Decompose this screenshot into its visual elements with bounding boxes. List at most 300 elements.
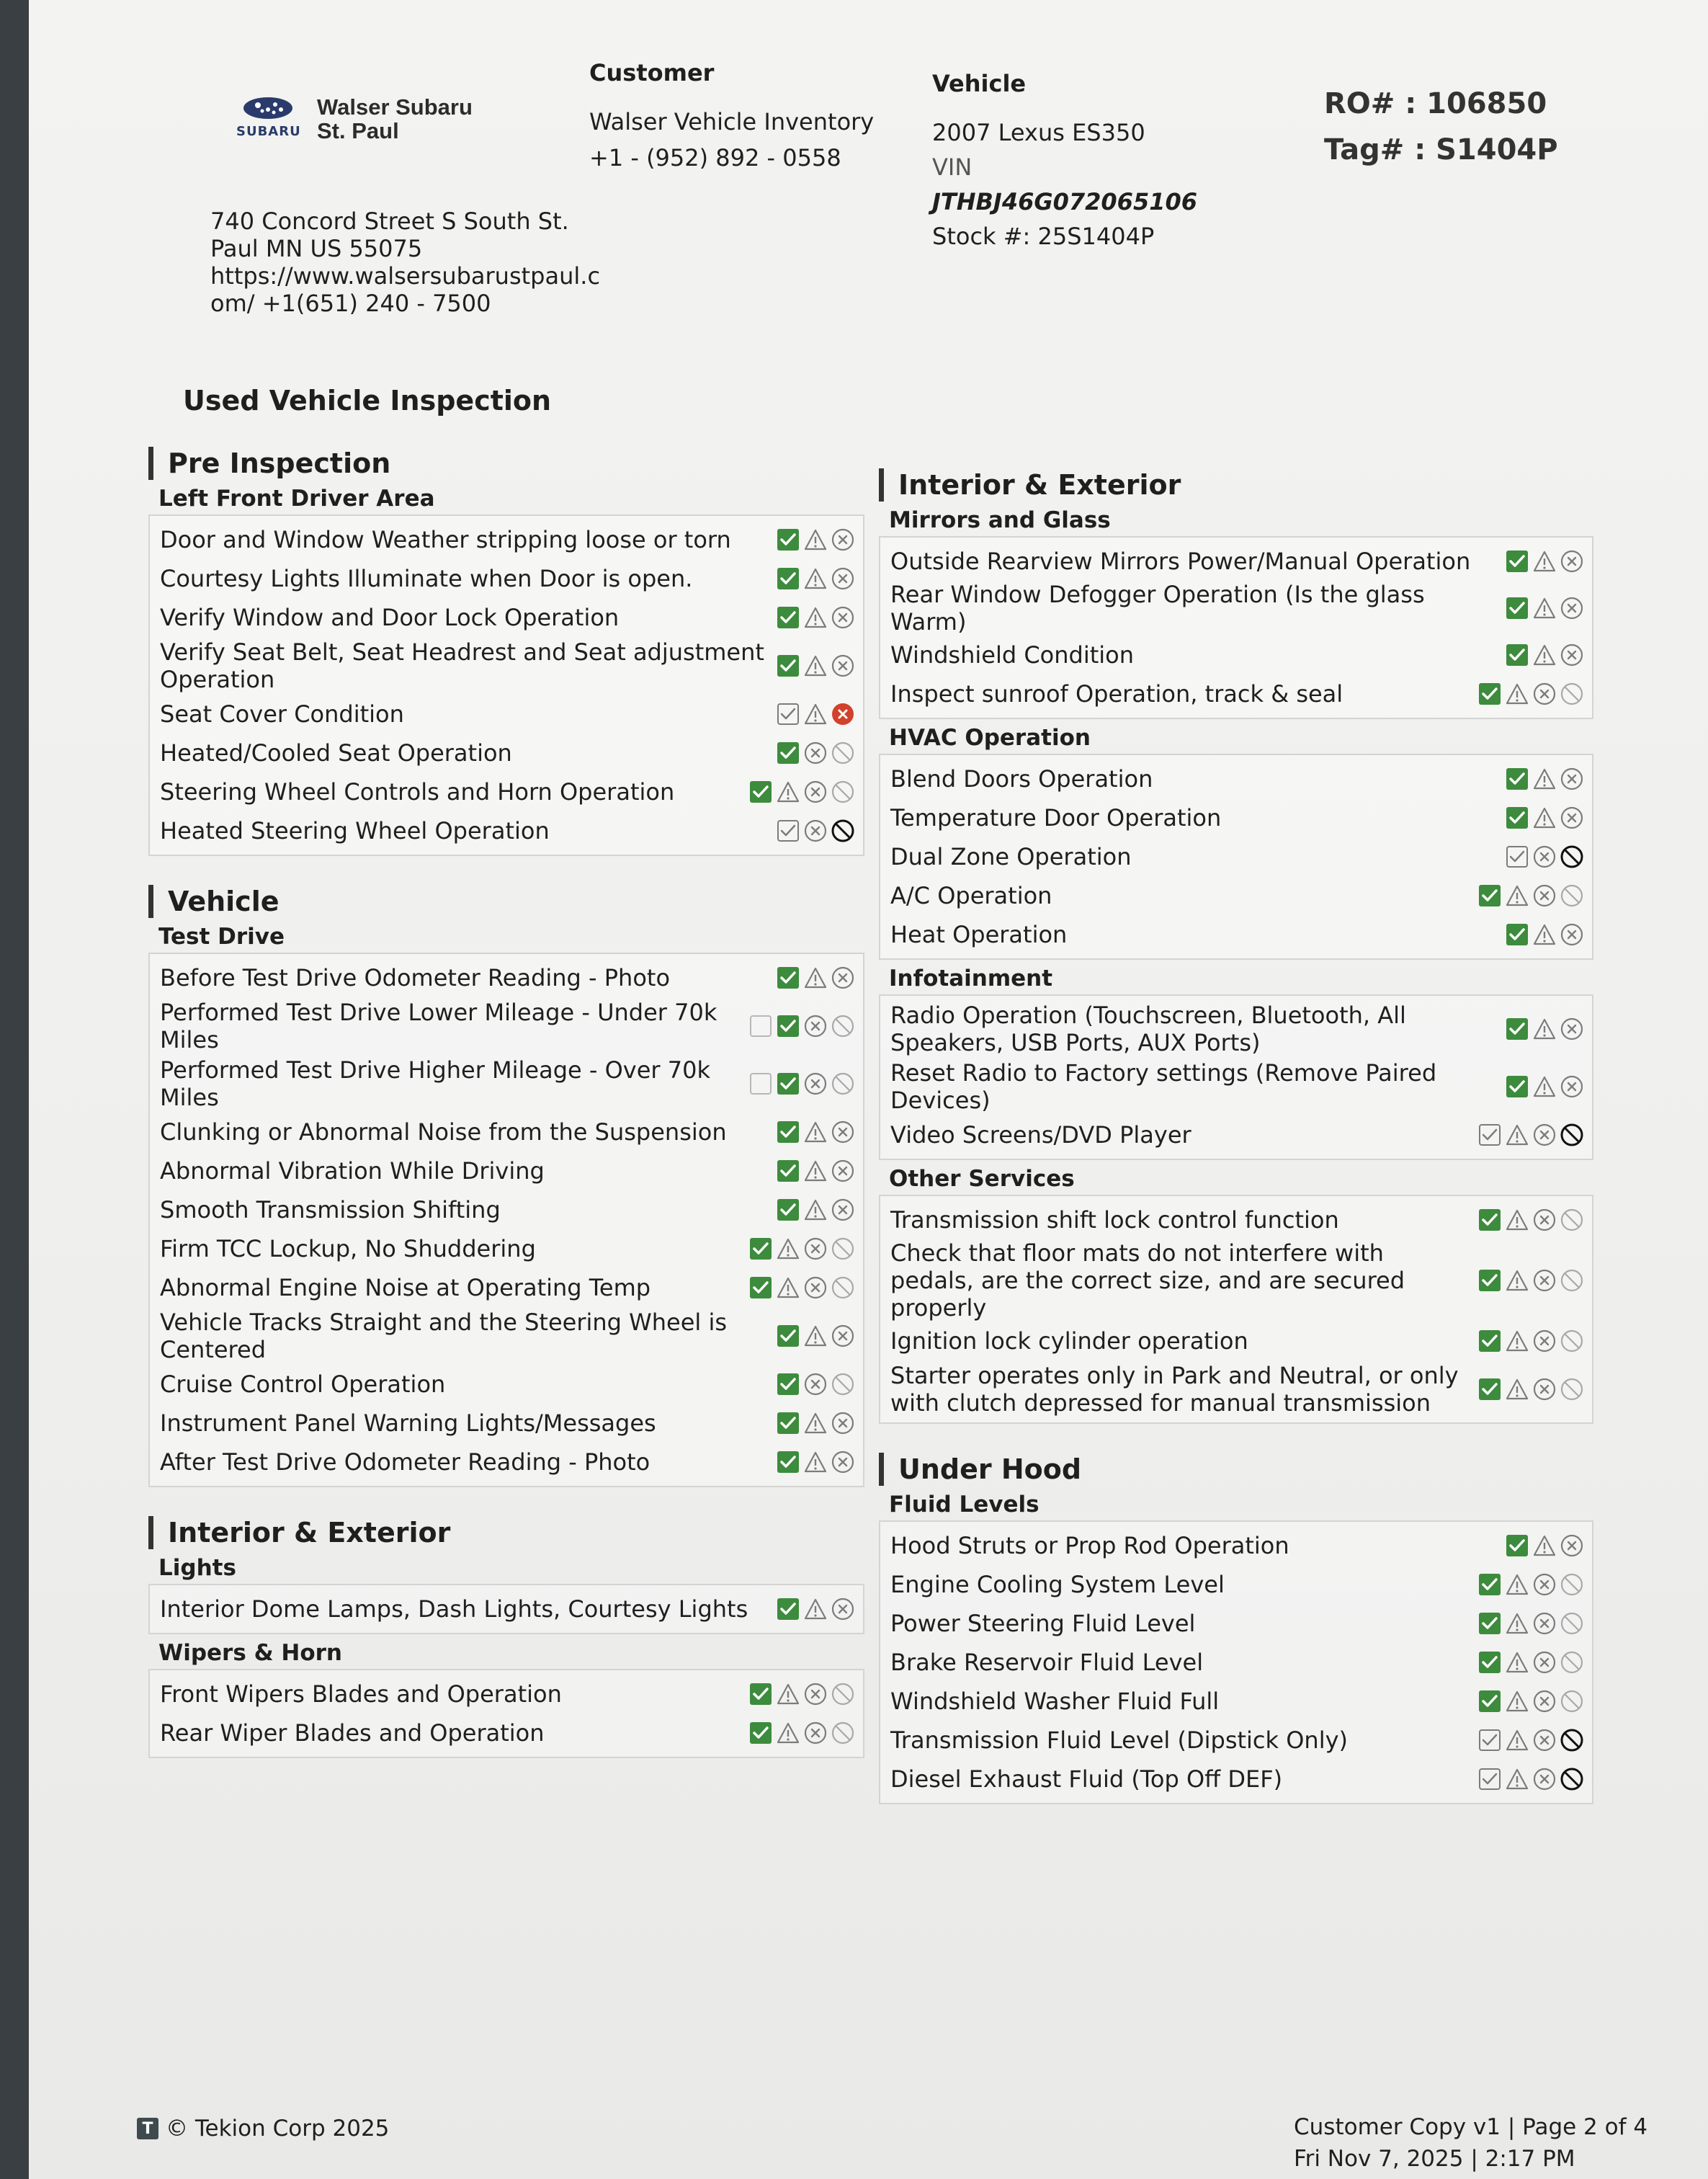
- inspection-sheet: [29, 0, 1708, 2179]
- customer-name: Walser Vehicle Inventory: [589, 108, 875, 135]
- checklist-item-label: Power Steering Fluid Level: [890, 1610, 1196, 1637]
- x-circle-icon: [831, 1159, 854, 1182]
- checked-box-icon: [1478, 682, 1501, 705]
- status-icons: [777, 741, 854, 765]
- checklist-group: [879, 1195, 1593, 1424]
- checklist-group: [148, 1669, 864, 1758]
- status-icons: [1478, 884, 1583, 907]
- checklist-row: [880, 1000, 1592, 1058]
- checked-box-icon: [777, 1120, 800, 1144]
- checked-box-icon: [777, 606, 800, 629]
- not-applicable-icon: [831, 1237, 854, 1260]
- not-applicable-selected-icon: [1560, 1768, 1583, 1791]
- warning-icon: [1506, 1768, 1529, 1791]
- checklist-item-label: Dual Zone Operation: [890, 843, 1132, 870]
- x-circle-icon: [1560, 550, 1583, 573]
- checklist-item-label: Hood Struts or Prop Rod Operation: [890, 1532, 1289, 1559]
- checklist-item-label: Front Wipers Blades and Operation: [160, 1680, 562, 1708]
- not-applicable-selected-icon: [831, 819, 854, 842]
- x-circle-icon: [1533, 1573, 1556, 1596]
- checklist-row: [150, 1675, 863, 1714]
- status-icons: [1478, 1123, 1583, 1146]
- checked-box-icon: [1478, 1651, 1501, 1674]
- warning-icon: [1506, 1208, 1529, 1231]
- not-applicable-icon: [831, 1721, 854, 1744]
- x-circle-icon: [1533, 845, 1556, 868]
- checklist-row: [150, 1443, 863, 1481]
- checklist-row: [150, 997, 863, 1055]
- warning-icon: [1533, 1534, 1556, 1557]
- checklist-item-label: Check that floor mats do not interfere with pedals, are the correct size, and are secured properly: [890, 1239, 1405, 1322]
- checklist-group: [148, 953, 864, 1487]
- x-circle-icon: [1560, 806, 1583, 829]
- address-line: 740 Concord Street S South St.: [210, 208, 569, 235]
- dealer-name: [317, 95, 473, 143]
- warning-icon: [1506, 1378, 1529, 1401]
- warning-icon: [1506, 1329, 1529, 1353]
- checklist-item-label: Blend Doors Operation: [890, 765, 1153, 793]
- checklist-item-label: Rear Wiper Blades and Operation: [160, 1719, 545, 1747]
- checklist-row: [150, 1113, 863, 1151]
- checklist-item-label: Inspect sunroof Operation, track & seal: [890, 680, 1343, 708]
- group-title: Mirrors and Glass: [889, 507, 1111, 533]
- ro-block: [1324, 81, 1558, 173]
- warning-icon: [804, 1451, 827, 1474]
- checked-box-icon: [777, 567, 800, 590]
- x-circle-icon: [831, 1451, 854, 1474]
- checklist-row: [880, 674, 1592, 713]
- not-applicable-icon: [1560, 1612, 1583, 1635]
- warning-icon: [1533, 597, 1556, 620]
- x-circle-icon: [831, 1120, 854, 1144]
- checked-box-icon: [749, 1721, 772, 1744]
- checklist-row: [150, 1307, 863, 1365]
- status-icons: [777, 567, 854, 590]
- checked-box-icon: [777, 1412, 800, 1435]
- checklist-item-label: A/C Operation: [890, 882, 1052, 909]
- checked-box-icon: [1506, 643, 1529, 667]
- x-circle-icon: [1560, 643, 1583, 667]
- not-applicable-icon: [831, 1373, 854, 1396]
- warning-icon: [1506, 682, 1529, 705]
- not-applicable-selected-icon: [1560, 1123, 1583, 1146]
- checklist-row: [880, 1721, 1592, 1760]
- checklist-item-label: Temperature Door Operation: [890, 804, 1222, 832]
- inspection-section: [879, 468, 1593, 1424]
- warning-icon: [804, 703, 827, 726]
- checklist-row: [880, 798, 1592, 837]
- x-circle-icon: [831, 1412, 854, 1435]
- status-icons: [1506, 1534, 1583, 1557]
- x-circle-icon: [804, 741, 827, 765]
- group-title: Left Front Driver Area: [158, 486, 435, 512]
- checklist-row: [880, 837, 1592, 876]
- x-circle-icon: [831, 1198, 854, 1221]
- checked-box-icon: [1506, 923, 1529, 946]
- warning-icon: [1506, 1269, 1529, 1292]
- not-applicable-icon: [1560, 1573, 1583, 1596]
- inspection-section: [879, 1453, 1593, 1804]
- status-icons: [777, 966, 854, 989]
- x-circle-icon: [1533, 1729, 1556, 1752]
- status-icons: [777, 1451, 854, 1474]
- inspection-section: [148, 885, 864, 1487]
- checklist-group: [879, 1520, 1593, 1804]
- checklist-row: [880, 581, 1592, 636]
- checked-box-icon: [1478, 1690, 1501, 1713]
- customer-phone: +1 - (952) 892 - 0558: [589, 144, 841, 171]
- x-circle-icon: [1560, 1534, 1583, 1557]
- checklist-row: [880, 1322, 1592, 1360]
- warning-icon: [1506, 1690, 1529, 1713]
- warning-icon: [777, 1721, 800, 1744]
- checklist-row: [150, 958, 863, 997]
- checklist-item-label: Radio Operation (Touchscreen, Bluetooth, All Speakers, USB Ports, AUX Ports): [890, 1002, 1406, 1056]
- checklist-row: [150, 1055, 863, 1113]
- section-title: Interior & Exterior: [879, 468, 1593, 502]
- checklist-item-label: Reset Radio to Factory settings (Remove Paired Devices): [890, 1059, 1437, 1114]
- status-icons: [749, 1683, 854, 1706]
- not-applicable-icon: [831, 1015, 854, 1038]
- checked-box-icon: [777, 966, 800, 989]
- checklist-item-label: After Test Drive Odometer Reading - Photo: [160, 1448, 650, 1476]
- group-title: Wipers & Horn: [158, 1640, 342, 1666]
- checked-box-icon: [1478, 884, 1501, 907]
- section-title: Vehicle: [148, 885, 864, 918]
- dealer-logo: [236, 92, 539, 150]
- checklist-row: [150, 598, 863, 637]
- checklist-row: [880, 1682, 1592, 1721]
- x-circle-icon: [804, 1237, 827, 1260]
- warning-icon: [1533, 806, 1556, 829]
- x-circle-icon: [1533, 1612, 1556, 1635]
- checked-box-icon: [1506, 1017, 1529, 1041]
- copy-info: Customer Copy v1 | Page 2 of 4: [1294, 2114, 1648, 2140]
- status-icons: [1506, 643, 1583, 667]
- footer-left: [137, 2116, 389, 2142]
- x-circle-icon: [1533, 1123, 1556, 1146]
- vin-label: VIN: [932, 153, 973, 181]
- warning-icon: [1506, 1612, 1529, 1635]
- x-circle-icon: [831, 606, 854, 629]
- checklist-item-label: Door and Window Weather stripping loose or torn: [160, 526, 731, 553]
- checklist-item-label: Interior Dome Lamps, Dash Lights, Courtesy Lights: [160, 1595, 748, 1623]
- checklist-row: [880, 759, 1592, 798]
- section-title: Interior & Exterior: [148, 1516, 864, 1549]
- status-icons: [1478, 1208, 1583, 1231]
- checklist-row: [880, 1360, 1592, 1418]
- outlined-check-icon: [1478, 1768, 1501, 1791]
- print-datetime: Fri Nov 7, 2025 | 2:17 PM: [1294, 2146, 1575, 2172]
- checklist-row: [880, 1526, 1592, 1565]
- warning-icon: [804, 1120, 827, 1144]
- x-circle-icon: [1533, 1208, 1556, 1231]
- status-icons: [1478, 1378, 1583, 1401]
- empty-checkbox-icon: [749, 1015, 772, 1038]
- not-applicable-icon: [1560, 1378, 1583, 1401]
- status-icons: [1478, 1729, 1583, 1752]
- customer-title: Customer: [589, 59, 715, 86]
- warning-icon: [804, 654, 827, 677]
- section-title: Pre Inspection: [148, 447, 864, 480]
- status-icons: [1478, 1690, 1583, 1713]
- status-icons: [1506, 597, 1583, 620]
- checked-box-icon: [777, 1451, 800, 1474]
- checklist-row: [150, 811, 863, 850]
- checklist-item-label: Cruise Control Operation: [160, 1371, 446, 1398]
- warning-icon: [1506, 884, 1529, 907]
- checklist-item-label: Verify Window and Door Lock Operation: [160, 604, 620, 631]
- checked-box-icon: [749, 1683, 772, 1706]
- warning-icon: [804, 528, 827, 551]
- checklist-row: [150, 1590, 863, 1628]
- warning-icon: [1533, 550, 1556, 573]
- checklist-item-label: Brake Reservoir Fluid Level: [890, 1649, 1204, 1676]
- warning-icon: [804, 1598, 827, 1621]
- checklist-item-label: Abnormal Engine Noise at Operating Temp: [160, 1274, 651, 1301]
- vehicle-model: 2007 Lexus ES350: [932, 119, 1145, 146]
- tekion-logo-icon: T: [137, 2118, 158, 2139]
- status-icons: [1506, 806, 1583, 829]
- checklist-item-label: Seat Cover Condition: [160, 700, 404, 728]
- vehicle-title: Vehicle: [932, 70, 1027, 97]
- checklist-item-label: Engine Cooling System Level: [890, 1571, 1225, 1598]
- checklist-row: [880, 1760, 1592, 1799]
- x-circle-icon: [831, 567, 854, 590]
- x-circle-icon: [831, 1598, 854, 1621]
- status-icons: [777, 1198, 854, 1221]
- checklist-item-label: Heated Steering Wheel Operation: [160, 817, 550, 845]
- checklist-item-label: Heat Operation: [890, 921, 1068, 948]
- checklist-item-label: Instrument Panel Warning Lights/Messages: [160, 1409, 656, 1437]
- inspection-section: [148, 1516, 864, 1758]
- x-circle-icon: [804, 1072, 827, 1095]
- checklist-item-label: Abnormal Vibration While Driving: [160, 1157, 545, 1185]
- x-circle-icon: [804, 1721, 827, 1744]
- x-circle-icon: [1533, 682, 1556, 705]
- status-icons: [777, 703, 854, 726]
- warning-icon: [1506, 1573, 1529, 1596]
- right-column: [879, 468, 1593, 1833]
- checked-box-icon: [749, 1276, 772, 1299]
- checklist-row: [150, 695, 863, 734]
- x-circle-icon: [831, 528, 854, 551]
- status-icons: [1506, 923, 1583, 946]
- warning-icon: [804, 1198, 827, 1221]
- checked-box-icon: [777, 741, 800, 765]
- x-circle-icon: [831, 966, 854, 989]
- checked-box-icon: [777, 654, 800, 677]
- status-icons: [749, 1237, 854, 1260]
- x-circle-icon: [1533, 1378, 1556, 1401]
- checklist-item-label: Transmission Fluid Level (Dipstick Only): [890, 1726, 1348, 1754]
- checklist-row: [880, 1604, 1592, 1643]
- checklist-item-label: Verify Seat Belt, Seat Headrest and Seat adjustment Operation: [160, 638, 764, 693]
- section-title: Under Hood: [879, 1453, 1593, 1486]
- status-icons: [777, 528, 854, 551]
- x-circle-icon: [1560, 597, 1583, 620]
- status-icons: [1478, 1612, 1583, 1635]
- checklist-item-label: Diesel Exhaust Fluid (Top Off DEF): [890, 1765, 1283, 1793]
- checked-box-icon: [1478, 1208, 1501, 1231]
- warning-icon: [804, 606, 827, 629]
- status-icons: [777, 1598, 854, 1621]
- status-icons: [1506, 1075, 1583, 1098]
- x-circle-icon: [1533, 1269, 1556, 1292]
- not-applicable-icon: [831, 741, 854, 765]
- checklist-item-label: Vehicle Tracks Straight and the Steering Wheel is Centered: [160, 1309, 728, 1363]
- status-icons: [1478, 1573, 1583, 1596]
- checklist-item-label: Firm TCC Lockup, No Shuddering: [160, 1235, 536, 1262]
- checklist-row: [880, 876, 1592, 915]
- logo-wordmark: SUBARU: [236, 124, 301, 139]
- warning-icon: [777, 1683, 800, 1706]
- copyright: © Tekion Corp 2025: [166, 2116, 390, 2142]
- address-line: Paul MN US 55075: [210, 235, 423, 262]
- warning-icon: [804, 1412, 827, 1435]
- group-title: Lights: [158, 1555, 236, 1581]
- checked-box-icon: [777, 1598, 800, 1621]
- x-circle-icon: [804, 1683, 827, 1706]
- x-circle-icon: [1533, 1329, 1556, 1353]
- outlined-check-icon: [1478, 1729, 1501, 1752]
- x-circle-icon: [804, 780, 827, 803]
- group-title: Other Services: [889, 1166, 1075, 1192]
- checked-box-icon: [749, 1237, 772, 1260]
- status-icons: [1478, 1768, 1583, 1791]
- not-applicable-icon: [1560, 1329, 1583, 1353]
- x-circle-icon: [804, 1373, 827, 1396]
- checked-box-icon: [777, 1324, 800, 1347]
- checked-box-icon: [1506, 767, 1529, 790]
- dealer-address: [210, 208, 599, 317]
- checked-box-icon: [777, 1373, 800, 1396]
- warning-icon: [1506, 1123, 1529, 1146]
- status-icons: [749, 1721, 854, 1744]
- checklist-row: [150, 520, 863, 559]
- not-applicable-icon: [1560, 884, 1583, 907]
- checklist-row: [880, 1643, 1592, 1682]
- x-circle-icon: [831, 654, 854, 677]
- checklist-row: [150, 734, 863, 772]
- outlined-check-icon: [777, 819, 800, 842]
- footer-right: [1294, 2111, 1647, 2175]
- checklist-item-label: Starter operates only in Park and Neutral, or only with clutch depressed for manual transmission: [890, 1362, 1459, 1417]
- status-icons: [777, 1324, 854, 1347]
- checklist-row: [150, 1268, 863, 1307]
- status-icons: [1478, 1269, 1583, 1292]
- document-title: Used Vehicle Inspection: [183, 385, 552, 416]
- checked-box-icon: [1506, 1075, 1529, 1098]
- status-icons: [749, 780, 854, 803]
- checked-box-icon: [749, 780, 772, 803]
- status-icons: [1478, 682, 1583, 705]
- checked-box-icon: [1478, 1378, 1501, 1401]
- not-applicable-icon: [1560, 1208, 1583, 1231]
- checklist-item-label: Rear Window Defogger Operation (Is the glass Warm): [890, 581, 1425, 636]
- checklist-row: [880, 542, 1592, 581]
- checklist-item-label: Windshield Washer Fluid Full: [890, 1688, 1220, 1715]
- x-circle-icon: [1560, 1075, 1583, 1098]
- warning-icon: [804, 567, 827, 590]
- vin-value: JTHBJ46G072065106: [932, 188, 1197, 215]
- not-applicable-icon: [1560, 682, 1583, 705]
- not-applicable-icon: [831, 1276, 854, 1299]
- warning-icon: [1506, 1729, 1529, 1752]
- checklist-item-label: Outside Rearview Mirrors Power/Manual Operation: [890, 548, 1471, 575]
- checklist-item-label: Smooth Transmission Shifting: [160, 1196, 501, 1224]
- checklist-row: [880, 915, 1592, 954]
- dealer-name-line2: St. Paul: [317, 118, 399, 143]
- group-title: Fluid Levels: [889, 1492, 1039, 1518]
- warning-icon: [777, 780, 800, 803]
- left-column: [148, 447, 864, 1787]
- status-icons: [749, 1276, 854, 1299]
- status-icons: [1506, 1017, 1583, 1041]
- checked-box-icon: [777, 1015, 800, 1038]
- outlined-check-icon: [777, 703, 800, 726]
- ro-number: RO# : 106850: [1324, 87, 1547, 120]
- checklist-item-label: Video Screens/DVD Player: [890, 1121, 1191, 1149]
- checklist-row: [150, 1190, 863, 1229]
- checked-box-icon: [1478, 1269, 1501, 1292]
- x-circle-icon: [804, 1276, 827, 1299]
- group-title: Infotainment: [889, 966, 1053, 992]
- empty-checkbox-icon: [749, 1072, 772, 1095]
- checked-box-icon: [777, 1159, 800, 1182]
- checked-box-icon: [777, 528, 800, 551]
- group-title: Test Drive: [158, 924, 285, 950]
- not-applicable-icon: [831, 1683, 854, 1706]
- checked-box-icon: [1478, 1329, 1501, 1353]
- checked-box-icon: [1506, 1534, 1529, 1557]
- checklist-group: [148, 1584, 864, 1634]
- checked-box-icon: [777, 1072, 800, 1095]
- x-circle-icon: [1533, 1768, 1556, 1791]
- status-icons: [777, 1159, 854, 1182]
- checklist-item-label: Ignition lock cylinder operation: [890, 1327, 1248, 1355]
- checklist-row: [150, 1365, 863, 1404]
- customer-block: [589, 55, 874, 176]
- checked-box-icon: [1506, 806, 1529, 829]
- checklist-item-label: Courtesy Lights Illuminate when Door is open.: [160, 565, 693, 592]
- status-icons: [777, 1120, 854, 1144]
- x-circle-icon: [1533, 1690, 1556, 1713]
- warning-icon: [804, 966, 827, 989]
- not-applicable-icon: [831, 1072, 854, 1095]
- checklist-row: [880, 1239, 1592, 1322]
- tag-number: Tag# : S1404P: [1324, 133, 1558, 166]
- warning-icon: [777, 1237, 800, 1260]
- checklist-item-label: Heated/Cooled Seat Operation: [160, 739, 512, 767]
- x-circle-icon: [1533, 884, 1556, 907]
- checklist-row: [880, 1565, 1592, 1604]
- not-applicable-icon: [1560, 1269, 1583, 1292]
- checklist-group: [148, 514, 864, 856]
- x-circle-icon: [1560, 1017, 1583, 1041]
- failed-x-icon: [831, 703, 854, 726]
- checked-box-icon: [1478, 1612, 1501, 1635]
- checklist-item-label: Steering Wheel Controls and Horn Operation: [160, 778, 675, 806]
- status-icons: [777, 606, 854, 629]
- not-applicable-icon: [831, 780, 854, 803]
- not-applicable-icon: [1560, 1690, 1583, 1713]
- group-title: HVAC Operation: [889, 725, 1091, 751]
- status-icons: [777, 1373, 854, 1396]
- checklist-group: [879, 536, 1593, 719]
- warning-icon: [777, 1276, 800, 1299]
- outlined-check-icon: [1478, 1123, 1501, 1146]
